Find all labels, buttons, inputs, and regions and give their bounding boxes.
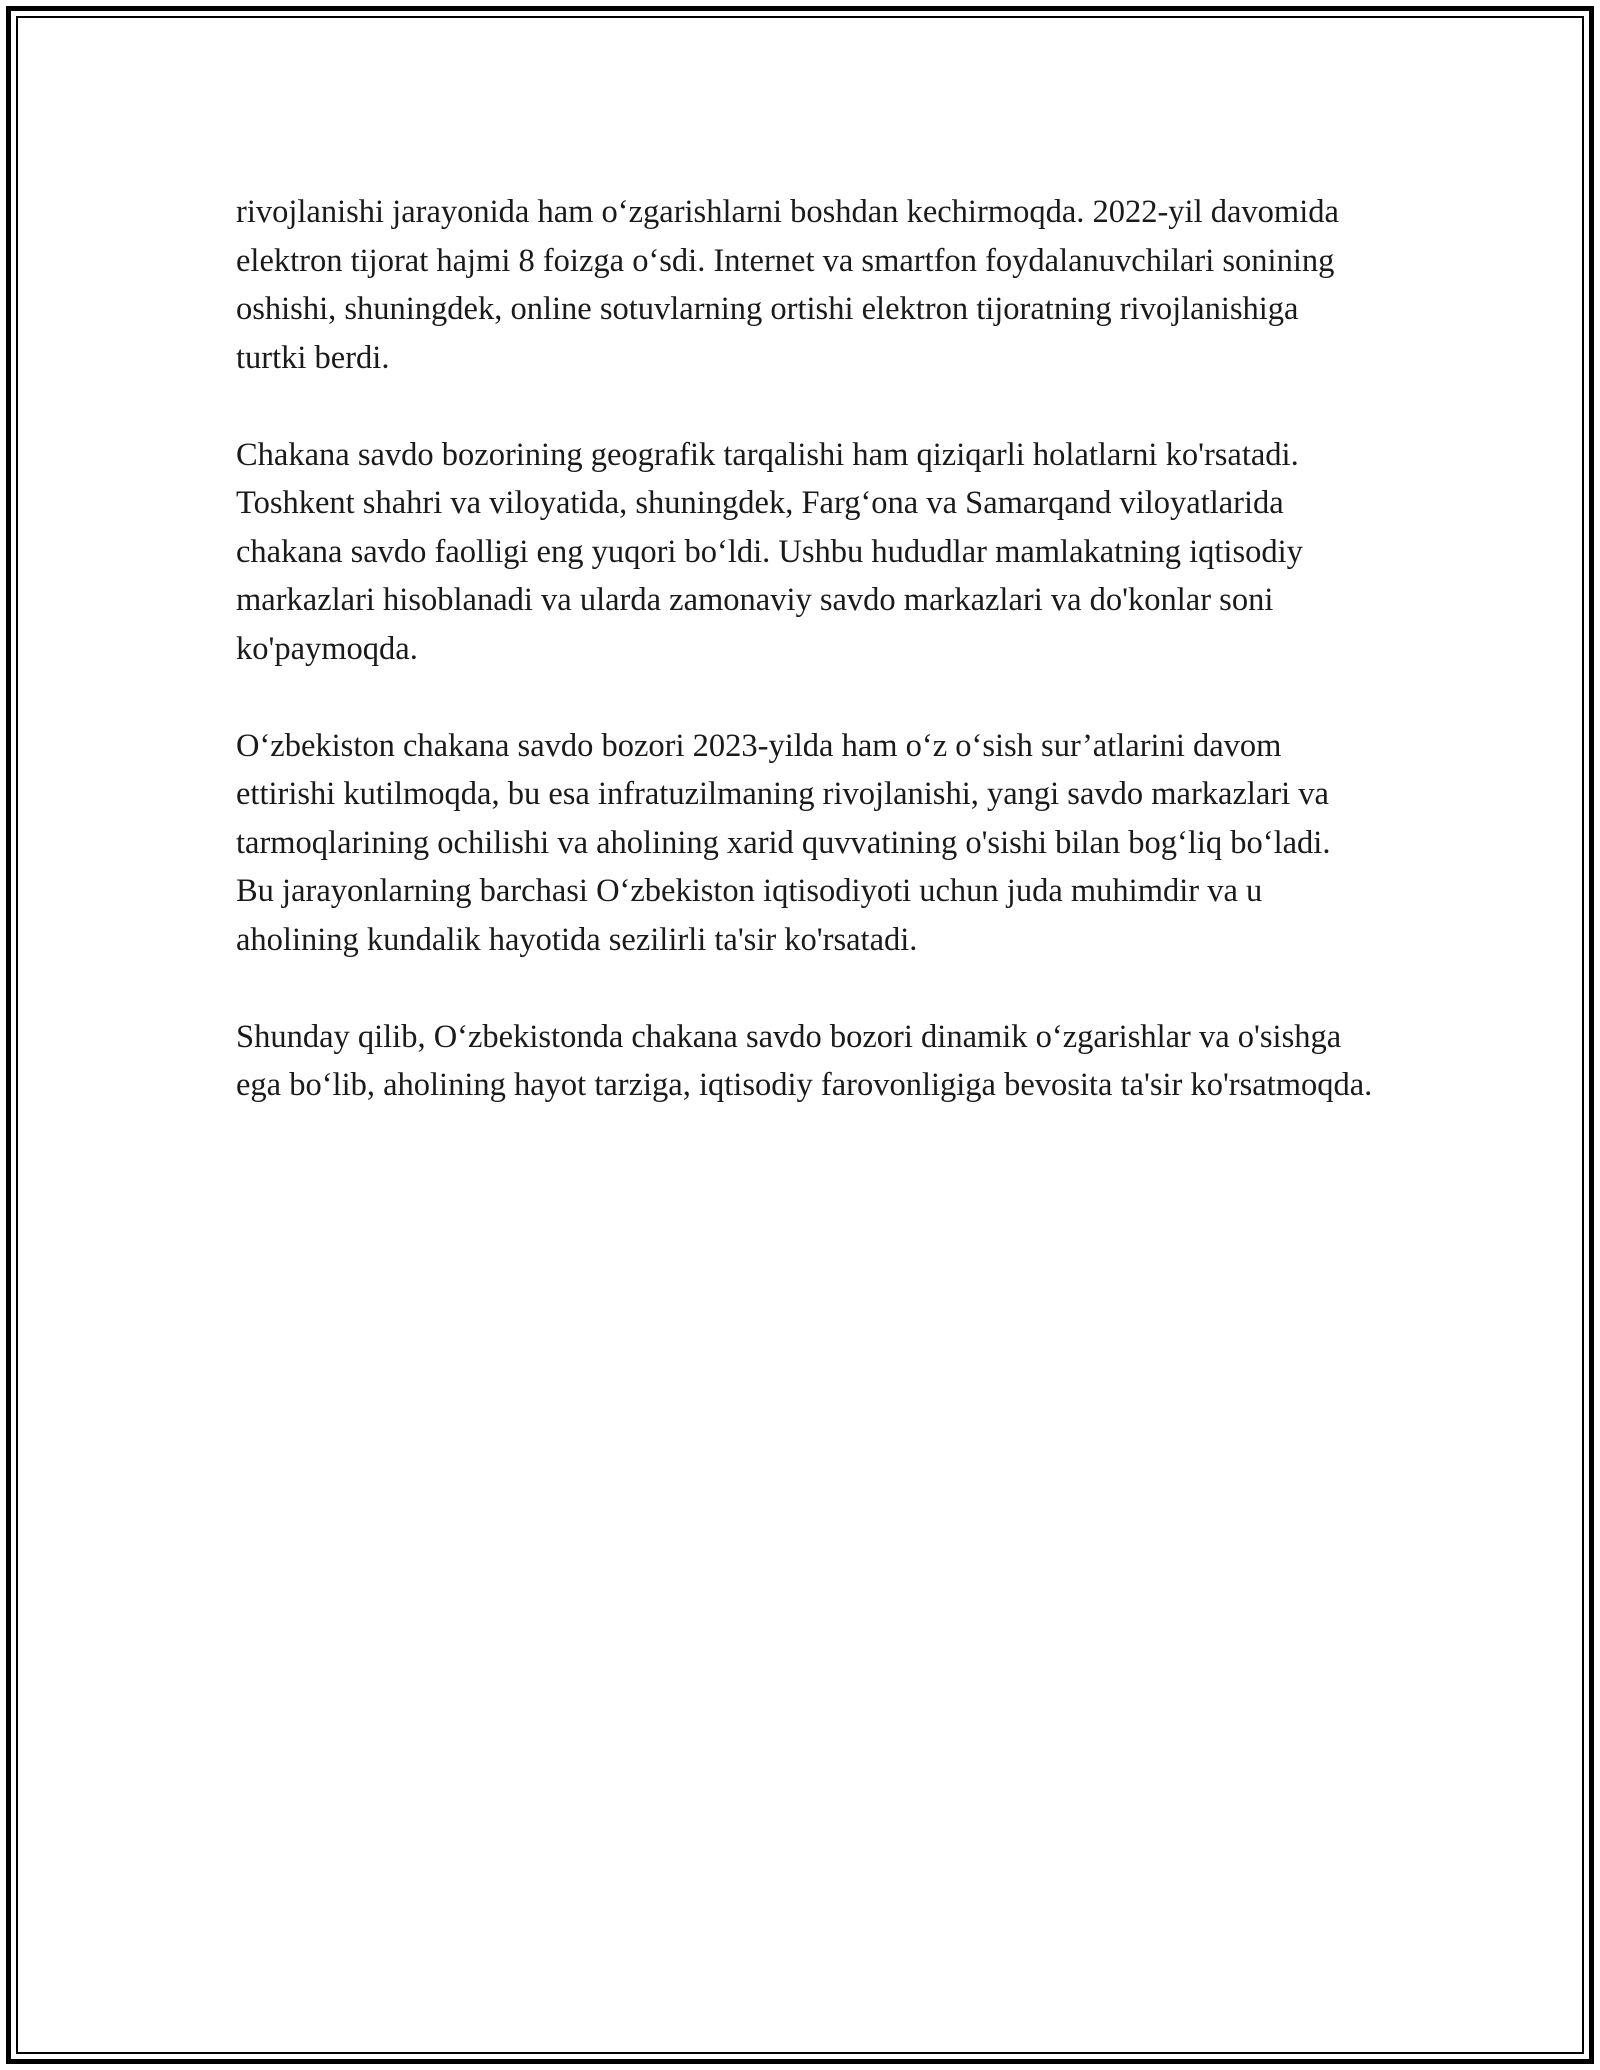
paragraph-2023-outlook: O‘zbekiston chakana savdo bozori 2023-yilda ham o‘z o‘sish sur’atlarini davom ettirishi kutilmoqda, bu esa infratuzilmaning rivojlanishi, yangi savdo markazlari va tarmoqlarining ochilishi va aholining xarid quvvatining o'sishi bilan bog‘liq bo‘ladi. Bu jarayonlarning barchasi O‘zbekiston iqtisodiyoti uchun juda muhimdir va u aholining kundalik hayotida sezilirli ta'sir ko'rsatadi. [236, 727, 1331, 958]
document-body [236, 188, 1376, 1110]
paragraph-conclusion: Shunday qilib, O‘zbekistonda chakana savdo bozori dinamik o‘zgarishlar va o'sishga ega bo‘lib, aholining hayot tarziga, iqtisodiy farovonligiga bevosita ta'sir ko'rsatmoqda. [236, 1018, 1373, 1103]
paragraph-ecommerce-growth: rivojlanishi jarayonida ham o‘zgarishlarni boshdan kechirmoqda. 2022-yil davomida elektron tijorat hajmi 8 foizga o‘sdi. Internet va smartfon foydalanuvchilari sonining oshishi, shuningdek, online sotuvlarning ortishi elektron tijoratning rivojlanishiga turtki berdi. [236, 194, 1339, 376]
paragraph-geographic-distribution: Chakana savdo bozorining geografik tarqalishi ham qiziqarli holatlarni ko'rsatadi. Toshkent shahri va viloyatida, shuningdek, Farg‘ona va Samarqand viloyatlarida chakana savdo faolligi eng yuqori bo‘ldi. Ushbu hududlar mamlakatning iqtisodiy markazlari hisoblanadi va ularda zamonaviy savdo markazlari va do'konlar soni ko'paymoqda. [236, 436, 1303, 667]
